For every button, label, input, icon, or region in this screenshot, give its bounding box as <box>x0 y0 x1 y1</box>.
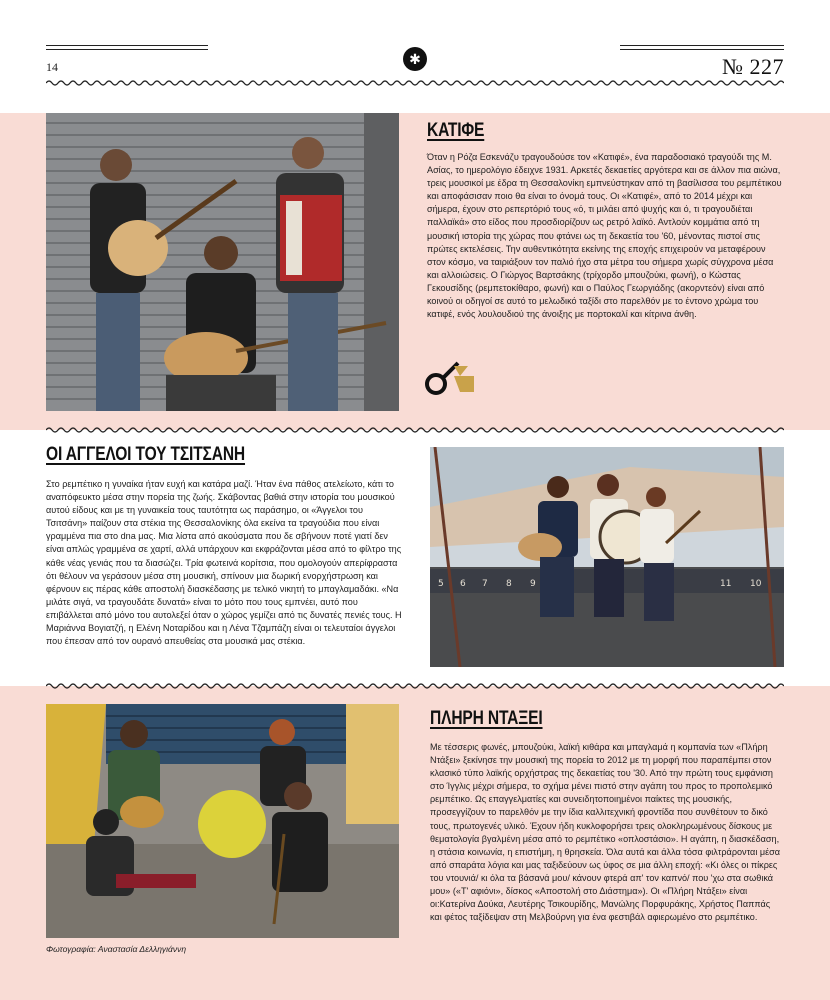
header-rule-left-top <box>46 45 208 46</box>
section-angeloi-body: Στο ρεμπέτικο η γυναίκα ήταν ευχή και κατάρα μαζί. Ήταν ένα πάθος ατελείωτο, κάτι το αναπόφευκτο μέσα στην πορεία της ζωής. Σκάβοντας βαθιά στην ιστορία του μουσικού αυτού είδους και με τη γυναικεία τους ταυτότητα ως παράσημο, οι «Άγγελοι του Τσιτσάνη» παίζουν στα στέκια της Θεσσαλονίκης όλα εκείνα τα τραγούδια που είναι γραμμένα πια στο dna μας. Μια λίστα από ακούσματα που δε σβήνουν ποτέ γιατί δεν είναι απλώς γραμμένα σε χαρτί, αλλά υπάρχουν και εκφράζονται μέσα από το φίλτρο της κάθε νέας γενιάς που τα διασώζει. Τρία φωτεινά κορίτσια, που ομολογούν απερίφραστα ότι θέλουν να γεράσουν μέσα στη μουσική, σπίνουν μια δωρική ενορχήστρωση και φέρνουν εις πέρας κάθε αποστολή διασκέδασης με τελικό νικητή το μπαγλαμαδάκι. «Να μιλάτε σιγά, να τραγουδάτε δυνατά» είναι το μότο που τους εμπνέει, αυτό που επιβάλλεται από μόνο του αυτολεξεί όταν ο χώρος γεμίζει από τις δυνατές πενιές τους. Η Μαριάννα Βογιατζή, η Ελένη Νοταρίδου και η Λένα Τζαμπάζη είναι οι τελευταίοι άγγελοι που έπεσαν από τον ουρανό απευθείας στα μουσικά μας στέκια. <box>46 479 402 647</box>
svg-text:7: 7 <box>482 579 488 589</box>
header-rule-right-bottom <box>620 49 784 50</box>
svg-text:8: 8 <box>506 579 512 589</box>
katife-logo-icon <box>424 358 478 398</box>
photo-credit-caption: Φωτογραφία: Αναστασία Δελληγιάννη <box>46 944 187 954</box>
svg-text:5: 5 <box>438 579 444 589</box>
svg-text:6: 6 <box>460 579 466 589</box>
section-plhrh-title: ΠΛΗΡΗ ΝΤΑΞΕΙ <box>430 708 543 729</box>
star-icon: ✱ <box>403 47 427 71</box>
photo-plhrh-band <box>46 704 399 938</box>
photo-katife-band <box>46 113 399 411</box>
photo-angeloi-band <box>430 447 784 667</box>
wavy-divider-mid <box>46 426 784 434</box>
header-rule-left-bottom <box>46 49 208 50</box>
wavy-divider-top <box>46 79 784 87</box>
section-katife-body: Όταν η Ρόζα Εσκενάζυ τραγουδούσε τον «Κατιφέ», ένα παραδοσιακό τραγούδι της Μ. Ασίας, το ημερολόγιο έδειχνε 1931. Αρκετές δεκαετίες αργότερα και σε άλλον πια αιώνα, τρεις μουσικοί με έδρα τη Θεσσαλονίκη εμπνεύστηκαν από τη βασίλισσα του ρεμπέτικου και αποφάσισαν ποιο θα είναι το όνομά τους. Οι «Κατιφέ», από το 2014 μέχρι και σήμερα, έχουν στο ρεπερτόριό τους «ό, τι μιλάει από ψυχής και ό, τι τραγουδιέται παλλαϊκά» στο είδος που προσδιορίζουν ως ρετρό λαϊκό. Αντλούν κομμάτια από τη μουσική ιστορία της χώρας που φτάνει ως τη δεκαετία του '60, μένοντας πιστοί στις πρώτες εκτελέσεις. Την αυθεντικότητα εκείνης της εποχής επιχειρούν να μεταφέρουν στον κόσμο, να ταιριάξουν τον παλιό ήχο στα μέτρα του σήμερα χωρίς σύγχρονα μέσα και αλλοιώσεις. Ο Γιώργος Βαρτσάκης (τρίχορδο μπουζούκι, φωνή), ο Κώστας Γεκουσίδης (ρεμπετοκίθαρο, φωνή) και ο Παύλος Γεωργιάδης (ακορντεόν) είναι από κοινού οι οδηγοί σε αυτό το μελωδικό ταξίδι στο παρελθόν με το έντονο χρώμα του κατιφέ, ενός λουλουδιού της άνοιξης με πορτοκαλί και κίτρινα άνθη. <box>427 152 782 320</box>
wavy-divider-bottom <box>46 682 784 690</box>
issue-number: № 227 <box>722 54 784 79</box>
section-plhrh-body: Με τέσσερις φωνές, μπουζούκι, λαϊκή κιθάρα και μπαγλαμά η κομπανία των «Πλήρη Ντάξει» ξεκίνησε την μουσική της πορεία το 2012 με τη μορφή που παραπέμπει στον κλασικό τύπο λαϊκής ορχήστρας της δεκαετίας του '30. Από την πρώτη τους εμφάνιση στο Ίγγλις μέχρι σήμερα, το σχήμα μένει πιστό στην αγάπη του προς το προπολεμικό ρεμπέτικο. Ως επαγγελματίες και συνειδητοποιημένοι παίκτες της μουσικής, προσεγγίζουν το παρελθόν με την ίδια καλλιτεχνική φροντίδα που συνθέτουν το δικό τους, πρωτογενές υλικό. Έχουν ήδη κυκλοφορήσει τρεις ολοκληρωμένους δίσκους με θεματολογία βγαλμένη μέσα από το ρεμπέτικο «οπλοστάσιο». Η αγάπη, η διασκέδαση, η στάσια κοινωνία, η επιστήμη, η θρησκεία. Όλα αυτά και άλλα τόσα φιλτράρονται μέσα από σπαράτα λόγια και μας ταξιδεύουν ως ύφος σε μια άλλη εποχή: «Κι όλες οι πίκρες του ντουνιά/ κι όλα τα βάσανά μου/ κάνουν φτερά απ' τον καπνό/ που 'χω στα σωθικά μου» («Τ' αφιόνι», δίσκος «Αποστολή στο Διάστημα»). Οι «Πλήρη Ντάξει» είναι οι:Κατερίνα Δούκα, Λευτέρης Τσικουρίδης, Μανώλης Πορφυράκης, Χρήστος Παππάς και φέτος ταξίδεψαν στη Μελβούρνη για ένα φεστιβάλ αφιερωμένο στο ρεμπέτικο. <box>430 742 781 923</box>
header-rule-right-top <box>620 45 784 46</box>
section-katife-title: ΚΑΤΙΦΕ <box>427 120 485 141</box>
page-number: 14 <box>46 60 58 74</box>
section-angeloi-title: ΟΙ ΑΓΓΕΛΟΙ ΤΟΥ ΤΣΙΤΣΑΝΗ <box>46 444 246 465</box>
svg-text:11: 11 <box>720 579 732 589</box>
svg-text:9: 9 <box>530 579 536 589</box>
svg-text:10: 10 <box>750 579 762 589</box>
